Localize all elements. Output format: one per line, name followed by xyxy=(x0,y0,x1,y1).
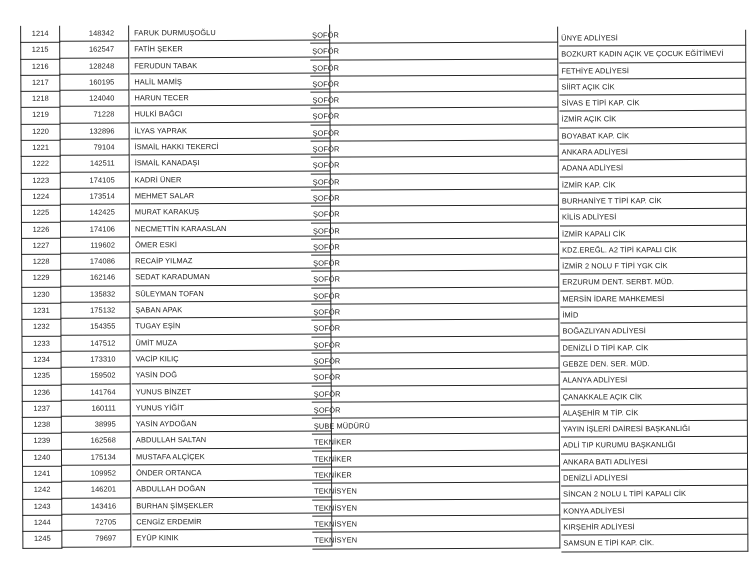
assigned-location: GEBZE DEN. SER. MÜD. xyxy=(561,356,748,373)
person-name: MUSTAFA ALÇİÇEK xyxy=(132,448,332,465)
person-name: ŞABAN APAK xyxy=(131,302,331,319)
row-number: 1224 xyxy=(21,189,61,206)
registry-number: 109952 xyxy=(61,465,131,482)
assigned-location: KIRŞEHİR ADLİYESİ xyxy=(561,519,748,536)
job-title: ŞOFÖR xyxy=(310,59,558,76)
job-title: ŞOFÖR xyxy=(311,157,559,174)
row-number: 1235 xyxy=(22,368,62,385)
registry-number: 132896 xyxy=(60,123,130,140)
row-number: 1244 xyxy=(22,515,62,532)
registry-number: 175132 xyxy=(60,302,130,319)
row-number: 1238 xyxy=(22,417,62,434)
assigned-location: ANKARA BATI ADLİYESİ xyxy=(561,453,748,470)
registry-number: 128248 xyxy=(59,58,129,75)
job-title: TEKNİKER xyxy=(312,434,560,451)
job-title: ŞOFÖR xyxy=(311,238,559,255)
job-title: ŞOFÖR xyxy=(311,206,559,223)
row-number: 1241 xyxy=(22,466,62,483)
person-name: HALİL MAMİŞ xyxy=(130,73,330,90)
assigned-location: ADANA ADLİYESİ xyxy=(560,160,747,177)
job-title: ŞOFÖR xyxy=(312,369,560,386)
assigned-location: FETHİYE ADLİYESİ xyxy=(559,62,746,79)
assigned-location: DENİZLİ ADLİYESİ xyxy=(561,470,748,487)
person-name: VACİP KILIÇ xyxy=(132,350,332,367)
registry-number: 174086 xyxy=(60,254,130,271)
person-name: FATİH ŞEKER xyxy=(130,41,330,58)
row-number: 1232 xyxy=(21,319,61,336)
row-number: 1228 xyxy=(21,254,61,271)
registry-number: 160195 xyxy=(59,74,129,91)
job-title: ŞOFÖR xyxy=(311,336,559,353)
job-title: ŞOFÖR xyxy=(311,173,559,190)
person-name: YUNUS YİĞİT xyxy=(132,399,332,416)
row-number: 1216 xyxy=(20,58,60,75)
job-title: TEKNİSYEN xyxy=(312,515,560,532)
assigned-location: MERSİN İDARE MAHKEMESİ xyxy=(560,290,747,307)
person-name: İSMAİL KANADAŞI xyxy=(131,155,331,172)
person-name: FARUK DURMUŞOĞLU xyxy=(130,25,330,42)
assigned-location: İZMİR KAPALI CİK xyxy=(560,225,747,242)
job-title: ŞOFÖR xyxy=(311,255,559,272)
job-title: ŞOFÖR xyxy=(311,304,559,321)
row-number: 1239 xyxy=(22,433,62,450)
row-number: 1227 xyxy=(21,238,61,255)
registry-number: 124040 xyxy=(59,91,129,108)
registry-number: 79697 xyxy=(61,531,131,548)
assigned-location: SAMSUN E TİPİ KAP. CİK. xyxy=(561,535,748,552)
registry-number: 142425 xyxy=(60,205,130,222)
registry-number: 119602 xyxy=(60,237,130,254)
assigned-location: ÜNYE ADLİYESİ xyxy=(559,30,746,47)
job-title: ŞOFÖR xyxy=(312,352,560,369)
job-title: ŞOFÖR xyxy=(311,222,559,239)
row-number: 1229 xyxy=(21,270,61,287)
job-title: TEKNİKER xyxy=(312,450,560,467)
row-number: 1223 xyxy=(21,172,61,189)
row-number: 1233 xyxy=(21,335,61,352)
person-name: KADRİ ÜNER xyxy=(131,171,331,188)
job-title: TEKNİSYEN xyxy=(312,483,560,500)
job-title: ŞOFÖR xyxy=(310,108,558,125)
registry-number: 159502 xyxy=(61,368,131,385)
registry-number: 162547 xyxy=(59,42,129,59)
row-number: 1242 xyxy=(22,482,62,499)
registry-number: 148342 xyxy=(59,25,129,42)
person-name: HARUN TECER xyxy=(130,90,330,107)
row-number: 1230 xyxy=(21,286,61,303)
assigned-location: ANKARA ADLİYESİ xyxy=(560,144,747,161)
person-name: MURAT KARAKUŞ xyxy=(131,204,331,221)
table-row xyxy=(22,528,750,547)
registry-number: 174106 xyxy=(60,221,130,238)
assigned-location: ÇANAKKALE AÇIK CİK xyxy=(561,388,748,405)
registry-number: 162146 xyxy=(60,270,130,287)
assigned-location: DENİZLİ D TİPİ KAP. CİK xyxy=(560,339,747,356)
person-name: BURHAN ŞİMŞEKLER xyxy=(132,497,332,514)
registry-number: 142511 xyxy=(60,156,130,173)
registry-number: 38995 xyxy=(61,417,131,434)
job-title: ŞOFÖR xyxy=(311,271,559,288)
job-title: ŞOFÖR xyxy=(312,385,560,402)
row-number: 1215 xyxy=(20,42,60,59)
person-name: ÖNDER ORTANCA xyxy=(132,465,332,482)
row-number: 1237 xyxy=(22,401,62,418)
row-number: 1214 xyxy=(20,26,60,43)
row-number: 1240 xyxy=(22,449,62,466)
job-title: ŞOFÖR xyxy=(311,124,559,141)
assigned-location: BOYABAT KAP. CİK xyxy=(560,128,747,145)
registry-number: 174105 xyxy=(60,172,130,189)
assigned-location: YAYIN İŞLERİ DAİRESİ BAŞKANLIĞI xyxy=(561,421,748,438)
assigned-location: ADLİ TIP KURUMU BAŞKANLIĞI xyxy=(561,437,748,454)
registry-number: 175134 xyxy=(61,449,131,466)
assigned-location: İMİD xyxy=(560,307,747,324)
person-name: HULKİ BAĞCI xyxy=(130,106,330,123)
person-name: YASİN DOĞ xyxy=(132,367,332,384)
person-name: ÜMİT MUZA xyxy=(131,334,331,351)
row-number: 1226 xyxy=(21,221,61,238)
person-name: SÜLEYMAN TOFAN xyxy=(131,285,331,302)
registry-number: 146201 xyxy=(61,482,131,499)
registry-number: 147512 xyxy=(60,335,130,352)
assigned-location: İZMİR KAP. CİK xyxy=(560,176,747,193)
row-number: 1231 xyxy=(21,303,61,320)
job-title: ŞOFÖR xyxy=(310,75,558,92)
registry-number: 162568 xyxy=(61,433,131,450)
row-number: 1219 xyxy=(20,107,60,124)
job-title: ŞOFÖR xyxy=(311,287,559,304)
registry-number: 143416 xyxy=(61,498,131,515)
person-name: EYÜP KINIK xyxy=(132,530,332,547)
assigned-location: KDZ.EREĞL. A2 TİPİ KAPALI CİK xyxy=(560,242,747,259)
registry-number: 173514 xyxy=(60,188,130,205)
assigned-location: İZMİR AÇIK CİK xyxy=(559,111,746,128)
registry-number: 173310 xyxy=(61,351,131,368)
registry-number: 71228 xyxy=(59,107,129,124)
job-title: ŞOFÖR xyxy=(311,141,559,158)
person-name: İSMAİL HAKKI TEKERCİ xyxy=(131,139,331,156)
job-title: ŞOFÖR xyxy=(311,320,559,337)
person-name: SEDAT KARADUMAN xyxy=(131,269,331,286)
registry-number: 141764 xyxy=(61,384,131,401)
person-name: ABDULLAH DOĞAN xyxy=(132,481,332,498)
row-number: 1236 xyxy=(22,384,62,401)
person-name: RECAİP YILMAZ xyxy=(131,253,331,270)
job-title: ŞOFÖR xyxy=(310,43,558,60)
row-number: 1225 xyxy=(21,205,61,222)
assigned-location: SİİRT AÇIK CİK xyxy=(559,79,746,96)
registry-number: 154355 xyxy=(60,319,130,336)
registry-number: 160111 xyxy=(61,400,131,417)
job-title: ŞOFÖR xyxy=(312,401,560,418)
job-title: TEKNİKER xyxy=(312,467,560,484)
assigned-location: KONYA ADLİYESİ xyxy=(561,502,748,519)
assigned-location: BOZKURT KADIN AÇIK VE ÇOCUK EĞİTİMEVİ xyxy=(559,46,746,63)
job-title: TEKNİSYEN xyxy=(312,499,560,516)
person-name: YASİN AYDOĞAN xyxy=(132,416,332,433)
person-name: CENGİZ ERDEMİR xyxy=(132,513,332,530)
person-name: YUNUS BİNZET xyxy=(132,383,332,400)
registry-number: 72705 xyxy=(61,514,131,531)
row-number: 1220 xyxy=(21,124,61,141)
assigned-location: ERZURUM DENT. SERBT. MÜD. xyxy=(560,274,747,291)
registry-number: 135832 xyxy=(60,286,130,303)
assigned-location: SİVAS E TİPİ KAP. CİK xyxy=(559,95,746,112)
job-title: ŞOFÖR xyxy=(310,27,558,44)
person-name: NECMETTİN KARAASLAN xyxy=(131,220,331,237)
assigned-location: İZMİR 2 NOLU F TİPİ YGK CİK xyxy=(560,258,747,275)
row-number: 1222 xyxy=(21,156,61,173)
row-number: 1221 xyxy=(21,140,61,157)
person-name: MEHMET SALAR xyxy=(131,188,331,205)
row-number: 1245 xyxy=(22,531,62,548)
person-name: FERUDUN TABAK xyxy=(130,57,330,74)
person-name: TUGAY EŞİN xyxy=(131,318,331,335)
assigned-location: BOĞAZLIYAN ADLİYESİ xyxy=(560,323,747,340)
row-number: 1243 xyxy=(22,498,62,515)
row-number: 1217 xyxy=(20,75,60,92)
job-title: ŞOFÖR xyxy=(310,92,558,109)
assigned-location: ALANYA ADLİYESİ xyxy=(561,372,748,389)
personnel-table xyxy=(20,23,750,548)
person-name: İLYAS YAPRAK xyxy=(131,122,331,139)
row-number: 1234 xyxy=(22,352,62,369)
assigned-location: KİLİS ADLİYESİ xyxy=(560,209,747,226)
job-title: TEKNİSYEN xyxy=(312,532,560,549)
registry-number: 79104 xyxy=(60,140,130,157)
row-number: 1218 xyxy=(20,91,60,108)
person-name: ABDULLAH SALTAN xyxy=(132,432,332,449)
assigned-location: BURHANİYE T TİPİ KAP. CİK xyxy=(560,193,747,210)
job-title: ŞUBE MÜDÜRÜ xyxy=(312,418,560,435)
assigned-location: SİNCAN 2 NOLU L TİPİ KAPALI CİK xyxy=(561,486,748,503)
assigned-location: ALAŞEHİR M TİP. CİK xyxy=(561,405,748,422)
job-title: ŞOFÖR xyxy=(311,190,559,207)
person-name: ÖMER ESKİ xyxy=(131,236,331,253)
